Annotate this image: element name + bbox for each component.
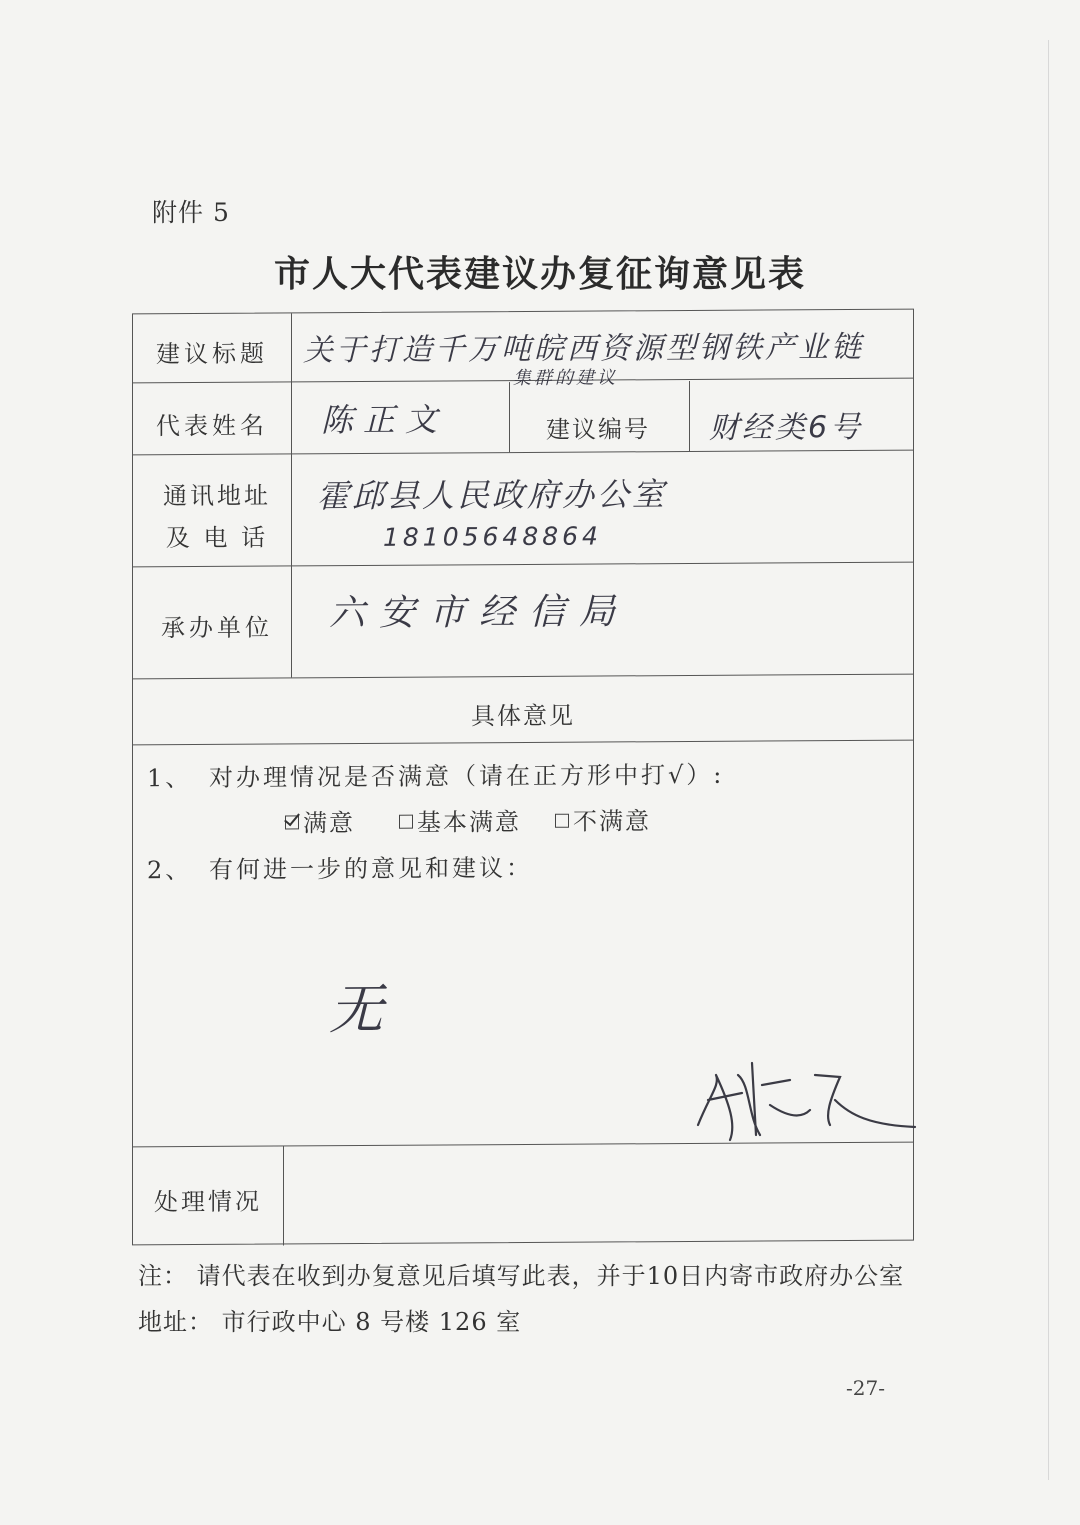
column-divider <box>689 381 690 451</box>
address-value: 霍邱县人民政府办公室 <box>317 475 668 516</box>
handling-unit-label: 承办单位 <box>161 613 273 643</box>
footer-address: 地址： 市行政中心 8 号楼 126 室 <box>138 1308 522 1336</box>
representative-name-value: 陈正文 <box>321 400 448 440</box>
question-2-answer: 无 <box>329 977 386 1042</box>
option-basically-satisfied-label: 基本满意 <box>417 808 521 837</box>
option-satisfied[interactable] <box>285 803 355 838</box>
attachment-label: 附件 5 <box>152 198 230 227</box>
column-divider <box>291 313 292 677</box>
footer-note: 注： 请代表在收到办复意见后填写此表，并于10日内寄市政府办公室 <box>138 1262 905 1290</box>
suggestion-number-label: 建议编号 <box>546 415 650 444</box>
checkbox-checked-icon[interactable] <box>285 815 299 829</box>
opinion-section-header: 具体意见 <box>471 701 575 731</box>
option-not-satisfied-label: 不满意 <box>573 807 651 836</box>
handling-unit-value: 六安市经信局 <box>329 591 630 635</box>
checkbox-icon[interactable] <box>555 814 569 828</box>
contact-label-line2: 及 电 话 <box>165 523 269 553</box>
option-not-satisfied[interactable] <box>555 801 651 837</box>
question-1-text: 对办理情况是否满意（请在正方形中打√）: <box>209 760 725 792</box>
question-2-number: 2、 <box>147 856 193 885</box>
suggestion-title-value-cont: 集群的建议 <box>513 367 618 390</box>
checkbox-icon[interactable] <box>399 815 413 829</box>
suggestion-number-value: 财经类6号 <box>709 409 864 446</box>
phone-value: 18105648864 <box>383 521 602 552</box>
row-divider <box>133 674 913 680</box>
column-divider <box>283 1145 284 1245</box>
page-number: -27- <box>846 1376 885 1400</box>
question-2-text: 有何进一步的意见和建议： <box>209 853 533 884</box>
row-divider <box>133 562 913 568</box>
representative-name-label: 代表姓名 <box>156 411 268 441</box>
suggestion-title-label: 建议标题 <box>156 339 268 369</box>
suggestion-title-value: 关于打造千万吨皖西资源型钢铁产业链 <box>303 329 864 369</box>
row-divider <box>133 740 913 746</box>
handling-status-label: 处理情况 <box>154 1187 262 1217</box>
option-satisfied-label: 满意 <box>303 809 355 838</box>
page-title: 市人大代表建议办复征询意见表 <box>273 253 806 295</box>
signature-icon <box>690 1045 920 1145</box>
question-1-number: 1、 <box>147 764 193 793</box>
column-divider <box>509 382 510 452</box>
contact-label-line1: 通讯地址 <box>163 481 271 511</box>
row-divider <box>133 450 913 456</box>
option-basically-satisfied[interactable] <box>399 802 521 838</box>
